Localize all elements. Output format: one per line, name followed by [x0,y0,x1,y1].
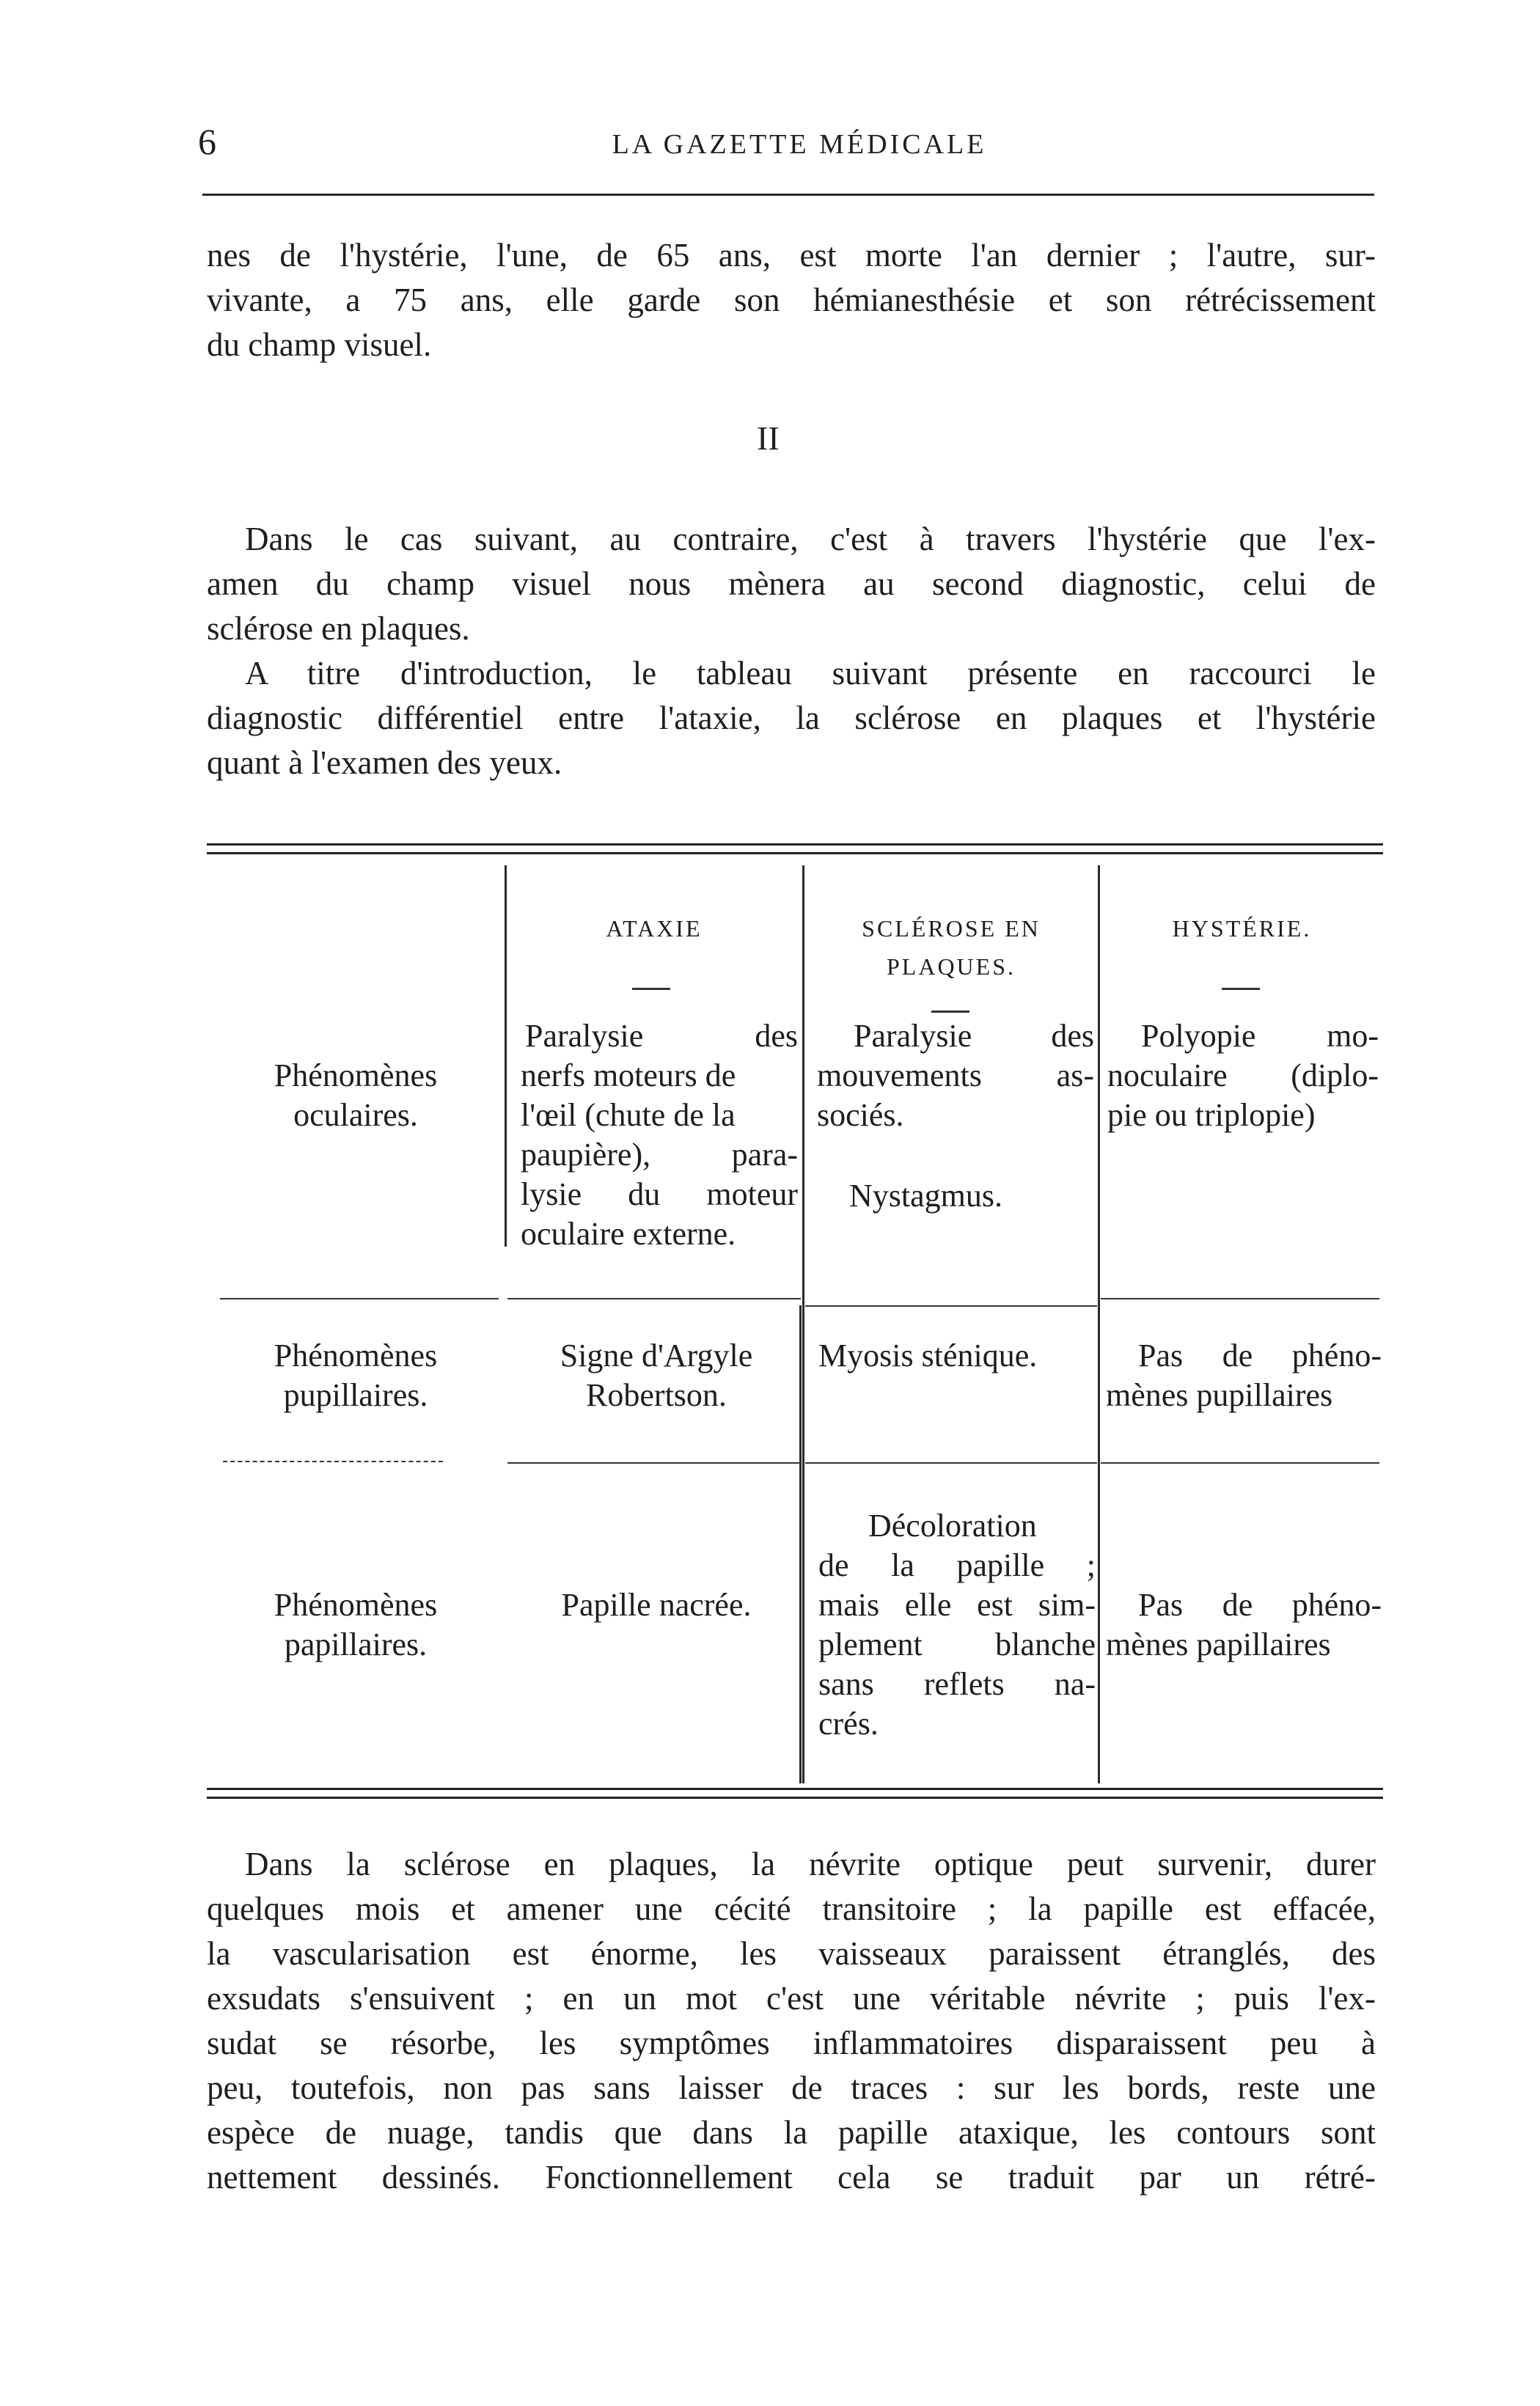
cell-sclerose-nystagmus [817,1176,1094,1216]
row-separator [805,1305,1097,1307]
table-bottom-rule [207,1797,1383,1799]
cell-line: l'œil (chute de la [521,1097,736,1133]
cell-line: Signe d'Argyle [560,1338,753,1373]
row-separator [220,1298,499,1299]
header-line: ATAXIE [606,915,703,942]
cell-line: Nystagmus. [849,1178,1002,1214]
table-top-rule [207,852,1383,854]
section-number: II [757,419,780,457]
text-line: nettement dessinés. Fonctionnellement cela se traduit par un rétré- [207,2159,1376,2196]
row-separator [1101,1462,1379,1464]
label-line: pupillaires. [283,1377,428,1413]
cell-line: crés. [818,1706,879,1742]
text-line: espèce de nuage, tandis que dans la papille ataxique, les contours sont [207,2114,1376,2151]
cell-line: Papille nacrée. [561,1587,752,1623]
header-line: PLAQUES. [886,953,1016,980]
row-separator [1101,1298,1379,1299]
cell-line: oculaire externe. [521,1216,736,1252]
text-line: nes de l'hystérie, l'une, de 65 ans, est morte l'an dernier ; l'autre, sur- [207,237,1376,274]
text-line: exsudats s'ensuivent ; en un mot c'est une véritable névrite ; puis l'ex- [207,1980,1376,2017]
cell-line: nerfs moteurs de [521,1057,736,1093]
row-label-pupillaires [220,1336,491,1415]
text-line: peu, toutefois, non pas sans laisser de traces : sur les bords, reste une [207,2069,1376,2106]
cell-hysterie-papillaires [1106,1585,1382,1665]
text-line: sclérose en plaques. [207,610,470,647]
paragraph-3 [207,1842,1376,2200]
text-line: quant à l'examen des yeux. [207,744,562,781]
text-line: A titre d'introduction, le tableau suivant présente en raccourci le [245,655,1376,692]
cell-line: mais elle est sim- [818,1587,1096,1623]
row-separator [223,1461,443,1462]
cell-hysterie-oculaires [1107,1016,1379,1135]
text-line: quelques mois et amener une cécité transitoire ; la papille est effacée, [207,1890,1376,1927]
row-separator [507,1298,801,1299]
row-label-oculaires [220,1056,491,1135]
cell-line: Pas de phéno- [1138,1338,1382,1373]
paragraph-2 [207,651,1376,785]
text-line: Dans le cas suivant, au contraire, c'est à travers l'hystérie que l'ex- [245,521,1376,557]
cell-line: mouvements as- [817,1057,1094,1093]
cell-line: Myosis sténique. [818,1338,1038,1373]
row-label-papillaires [220,1585,491,1665]
cell-line: Décoloration [868,1508,1037,1544]
cell-ataxie-papillaires [513,1585,799,1625]
intro-paragraph [207,233,1376,367]
cell-line: lysie du moteur [521,1176,798,1212]
header-dash [931,1011,969,1013]
cell-line: paupière), para- [521,1137,798,1173]
cell-ataxie-pupillaires [513,1336,799,1415]
cell-line: plement blanche [818,1626,1096,1662]
label-line: Phénomènes [274,1057,438,1093]
label-line: Phénomènes [274,1587,438,1623]
paragraph-1 [207,517,1376,651]
cell-line: pie ou triplopie) [1107,1097,1316,1133]
row-separator [507,1462,801,1464]
text-line: diagnostic différentiel entre l'ataxie, la sclérose en plaques et l'hystérie [207,700,1376,736]
header-dash [632,988,670,990]
table-top-rule [207,843,1383,846]
cell-line: Pas de phéno- [1138,1587,1382,1623]
header-dash [1222,988,1260,990]
text-line: amen du champ visuel nous mènera au second diagnostic, celui de [207,565,1376,602]
table-bottom-rule [207,1788,1383,1790]
cell-line: sans reflets na- [818,1666,1096,1702]
cell-line: Paralysie des [854,1018,1094,1054]
running-title: LA GAZETTE MÉDICALE [612,129,987,160]
text-line: Dans la sclérose en plaques, la névrite optique peut survenir, durer [245,1846,1376,1882]
cell-line: Polyopie mo- [1141,1018,1379,1054]
cell-sclerose-pupillaires [818,1336,1096,1376]
cell-ataxie-oculaires [521,1016,798,1254]
header-rule [202,194,1374,196]
label-line: oculaires. [293,1097,418,1133]
cell-sclerose-oculaires [817,1016,1094,1135]
row-separator [805,1462,1097,1464]
header-line: HYSTÉRIE. [1172,915,1312,942]
cell-line: mènes papillaires [1106,1626,1331,1662]
text-line: la vascularisation est énorme, les vaisseaux paraissent étranglés, des [207,1935,1376,1972]
cell-line: noculaire (diplo- [1107,1057,1379,1093]
column-separator [802,865,804,1783]
column-header-hysterie [1101,909,1383,947]
column-separator [799,1305,802,1783]
column-separator [505,865,507,1247]
column-header-ataxie [507,909,801,947]
page-number: 6 [198,121,216,162]
header-line: SCLÉROSE EN [862,915,1041,942]
cell-line: Robertson. [586,1377,727,1413]
column-header-sclerose [805,909,1097,986]
cell-line: sociés. [817,1097,904,1133]
cell-hysterie-pupillaires [1106,1336,1382,1415]
text-line: sudat se résorbe, les symptômes inflammatoires disparaissent peu à [207,2025,1376,2061]
cell-line: de la papille ; [818,1547,1096,1583]
cell-line: mènes pupillaires [1106,1377,1333,1413]
label-line: papillaires. [284,1626,428,1662]
column-separator [1098,865,1100,1783]
text-line: vivante, a 75 ans, elle garde son hémianesthésie et son rétrécissement [207,282,1376,318]
text-line: du champ visuel. [207,326,432,363]
cell-sclerose-papillaires [818,1506,1096,1744]
cell-line: Paralysie des [525,1018,798,1054]
label-line: Phénomènes [274,1338,438,1373]
